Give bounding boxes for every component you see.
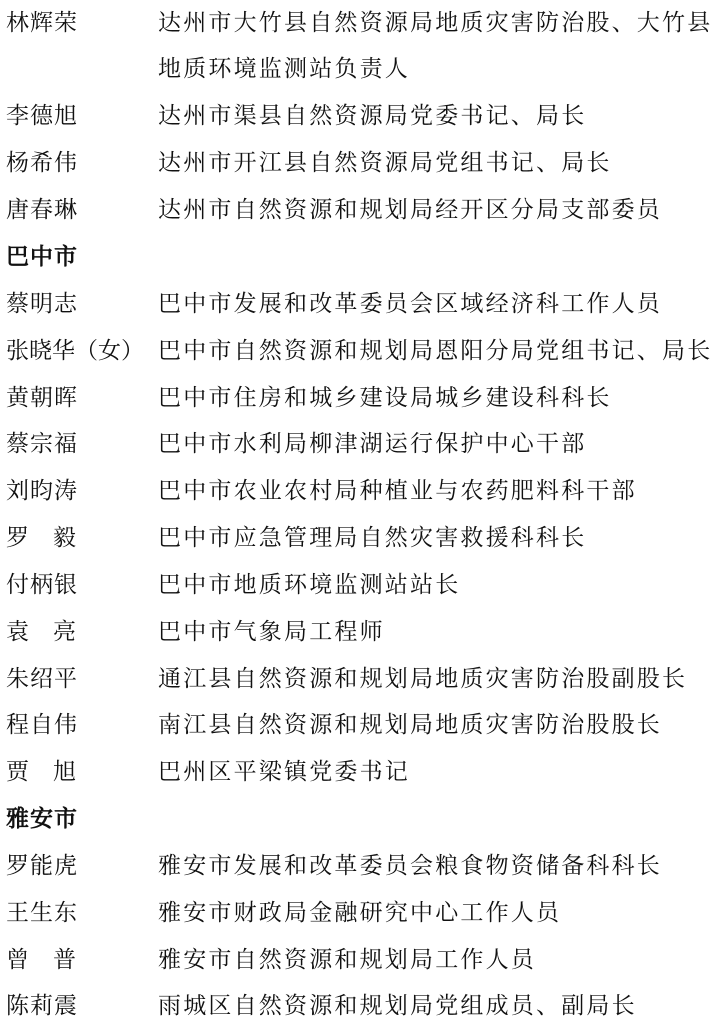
list-item <box>0 562 718 608</box>
person-role: 通江县自然资源和规划局地质灾害防治股副股长 <box>158 666 688 692</box>
list-item <box>0 140 718 186</box>
list-item <box>0 983 718 1029</box>
person-role: 巴中市地质环境监测站站长 <box>158 572 461 598</box>
person-name: 罗毅 <box>6 525 100 551</box>
person-name: 程自伟 <box>6 712 78 738</box>
section-heading: 巴中市 <box>6 244 78 270</box>
person-role: 巴中市气象局工程师 <box>158 619 385 645</box>
person-name: 李德旭 <box>6 103 78 129</box>
person-role: 达州市大竹县自然资源局地质灾害防治股、大竹县 <box>158 10 713 36</box>
person-name: 蔡宗福 <box>6 431 78 457</box>
list-item <box>0 93 718 139</box>
list-item <box>0 281 718 327</box>
person-name: 袁亮 <box>6 619 100 645</box>
person-role: 雅安市发展和改革委员会粮食物资储备科科长 <box>158 853 662 879</box>
list-item <box>0 702 718 748</box>
person-role: 巴中市发展和改革委员会区域经济科工作人员 <box>158 291 662 317</box>
person-role: 雅安市财政局金融研究中心工作人员 <box>158 900 562 926</box>
person-name: 蔡明志 <box>6 291 78 317</box>
list-item <box>0 187 718 233</box>
person-name: 林辉荣 <box>6 10 78 36</box>
section-heading: 雅安市 <box>6 806 78 832</box>
person-name: 刘昀涛 <box>6 478 78 504</box>
list-item <box>0 375 718 421</box>
person-role: 巴州区平梁镇党委书记 <box>158 759 410 785</box>
list-item <box>0 937 718 983</box>
list-item <box>0 749 718 795</box>
person-role: 巴中市水利局柳津湖运行保护中心干部 <box>158 431 587 457</box>
person-name: 朱绍平 <box>6 666 78 692</box>
list-item <box>0 609 718 655</box>
person-role-continued: 地质环境监测站负责人 <box>158 56 410 82</box>
person-name: 张晓华（女） <box>6 338 144 364</box>
person-role: 南江县自然资源和规划局地质灾害防治股股长 <box>158 712 662 738</box>
person-name: 贾旭 <box>6 759 100 785</box>
person-role: 达州市自然资源和规划局经开区分局支部委员 <box>158 197 662 223</box>
person-role: 雅安市自然资源和规划局工作人员 <box>158 947 536 973</box>
list-item <box>0 0 718 46</box>
person-name: 付柄银 <box>6 572 78 598</box>
person-role: 达州市渠县自然资源局党委书记、局长 <box>158 103 587 129</box>
person-name: 黄朝晖 <box>6 385 78 411</box>
person-name: 陈莉震 <box>6 993 78 1019</box>
list-item <box>0 328 718 374</box>
list-item <box>0 515 718 561</box>
list-item <box>0 468 718 514</box>
person-name: 唐春琳 <box>6 197 78 223</box>
list-item <box>0 421 718 467</box>
person-role: 巴中市应急管理局自然灾害救援科科长 <box>158 525 587 551</box>
person-role: 雨城区自然资源和规划局党组成员、副局长 <box>158 993 637 1019</box>
person-name: 杨希伟 <box>6 150 78 176</box>
person-role: 巴中市住房和城乡建设局城乡建设科科长 <box>158 385 612 411</box>
list-item <box>0 843 718 889</box>
person-name: 王生东 <box>6 900 78 926</box>
list-item-continuation <box>0 46 718 92</box>
person-role: 巴中市自然资源和规划局恩阳分局党组书记、局长 <box>158 338 713 364</box>
person-role: 巴中市农业农村局种植业与农药肥料科干部 <box>158 478 637 504</box>
person-role: 达州市开江县自然资源局党组书记、局长 <box>158 150 612 176</box>
list-item <box>0 890 718 936</box>
person-name: 曾普 <box>6 947 100 973</box>
person-name: 罗能虎 <box>6 853 78 879</box>
list-item <box>0 656 718 702</box>
